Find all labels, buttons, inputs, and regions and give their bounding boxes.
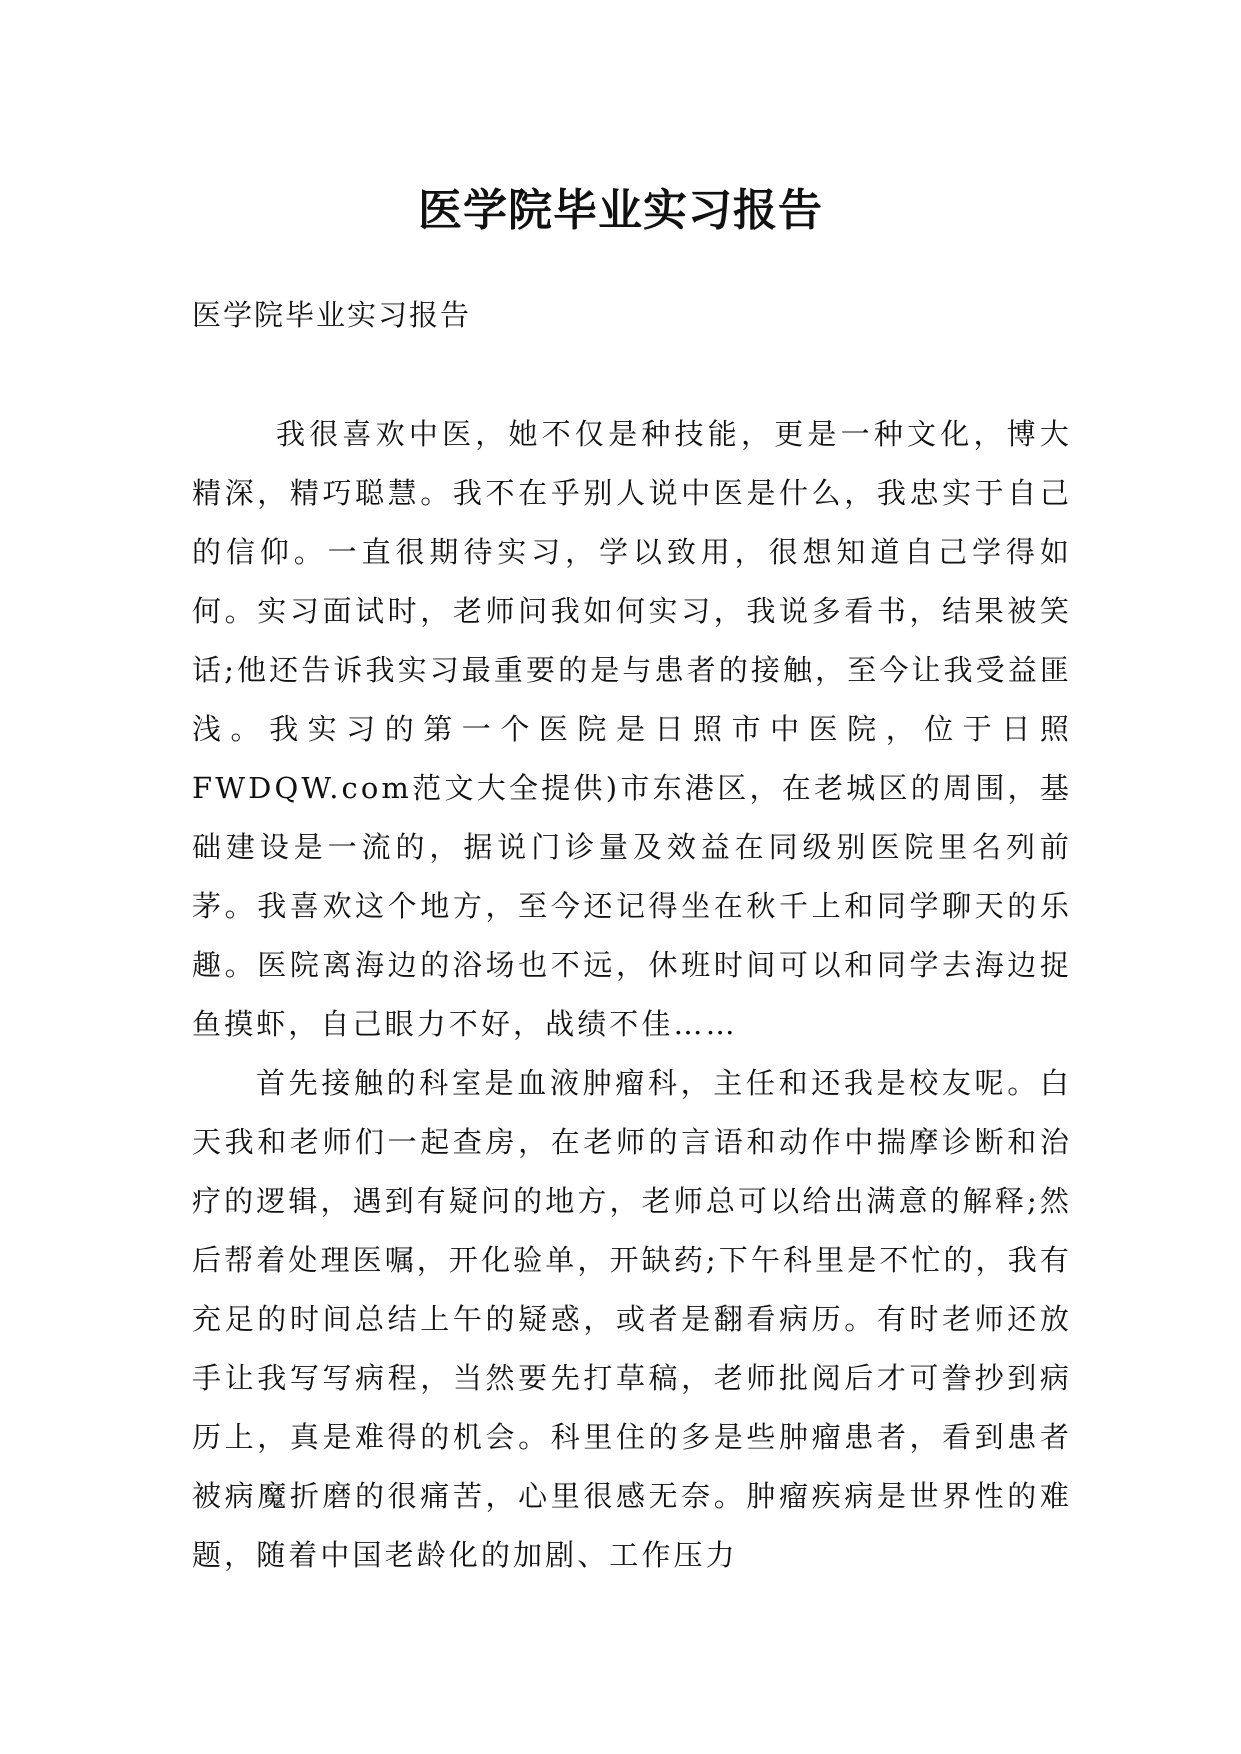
- paragraph-2: 首先接触的科室是血液肿瘤科，主任和还我是校友呢。白天我和老师们一起查房，在老师的言语和动作中揣摩诊断和治疗的逻辑，遇到有疑问的地方，老师总可以给出满意的解释;然后帮着处理医嘱，开化验单，开缺药;下午科里是不忙的，我有充足的时间总结上午的疑惑，或者是翻看病历。有时老师还放手让我写写病程，当然要先打草稿，老师批阅后才可誊抄到病历上，真是难得的机会。科里住的多是些肿瘤患者，看到患者被病魔折磨的很痛苦，心里很感无奈。肿瘤疾病是世界性的难题，随着中国老龄化的加剧、工作压力: [192, 1066, 1072, 1572]
- document-subtitle: 医学院毕业实习报告: [192, 298, 472, 332]
- document-body: [192, 405, 1072, 1585]
- document-title: 医学院毕业实习报告: [418, 185, 823, 237]
- paragraph-1: 我很喜欢中医，她不仅是种技能，更是一种文化，博大精深，精巧聪慧。我不在乎别人说中医是什么，我忠实于自己的信仰。一直很期待实习，学以致用，很想知道自己学得如何。实习面试时，老师问我如何实习，我说多看书，结果被笑话;他还告诉我实习最重要的是与患者的接触，至今让我受益匪浅。我实习的第一个医院是日照市中医院，位于日照FWDQW.com范文大全提供)市东港区，在老城区的周围，基础建设是一流的，据说门诊量及效益在同级别医院里名列前茅。我喜欢这个地方，至今还记得坐在秋千上和同学聊天的乐趣。医院离海边的浴场也不远，休班时间可以和同学去海边捉鱼摸虾，自己眼力不好，战绩不佳……: [192, 417, 1072, 1041]
